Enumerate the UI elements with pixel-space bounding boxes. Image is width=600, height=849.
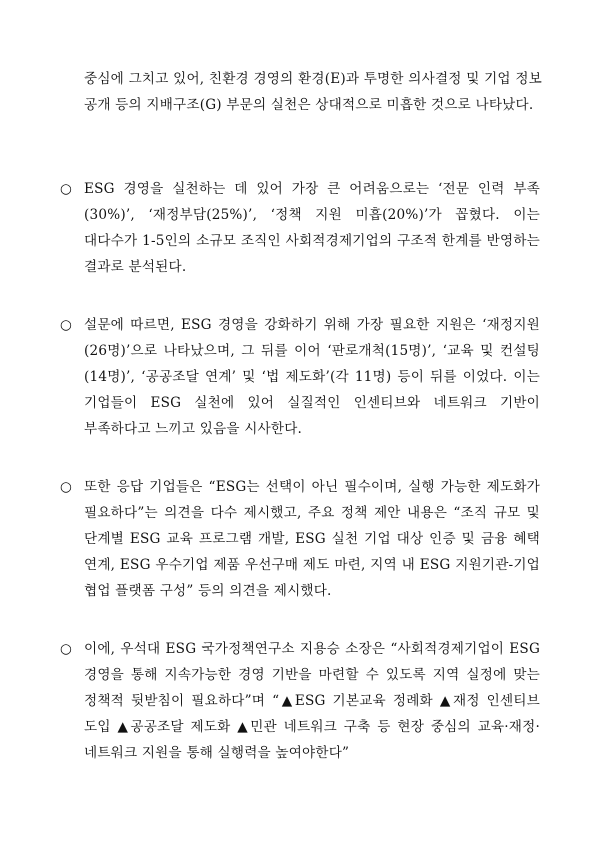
circle-bullet-icon: ○ [60, 317, 73, 333]
bullet-paragraph [60, 474, 540, 604]
bullet-paragraph [60, 636, 540, 766]
circle-bullet-icon: ○ [60, 479, 73, 495]
bullet-text: 또한 응답 기업들은 “ESG는 선택이 아닌 필수이며, 실행 가능한 제도화가 필요하다”는 의견을 다수 제시했고, 주요 정책 제안 내용은 “조직 규모 및 단계별 ESG 교육 프로그램 개발, ESG 실천 기업 대상 인증 및 금융 혜택 연계, ESG 우수기업 제품 우선구매 제도 마련, 지역 내 ESG 지원기관-기업 협업 플랫폼 구성” 등의 의견을 제시했다. [84, 479, 540, 599]
bullet-item [60, 474, 540, 604]
bullet-paragraph [60, 312, 540, 442]
circle-bullet-icon: ○ [60, 181, 73, 197]
circle-bullet-icon: ○ [60, 641, 73, 657]
bullet-text: 설문에 따르면, ESG 경영을 강화하기 위해 가장 필요한 지원은 ‘재정지원(26명)’으로 나타났으며, 그 뒤를 이어 ‘판로개척(15명)’, ‘교육 및 컨설팅(14명)’, ‘공공조달 연계’ 및 ‘법 제도화’(각 11명) 등이 뒤를 이었다. 이는 기업들이 ESG 실천에 있어 실질적인 인센티브와 네트워크 기반이 부족하다고 느끼고 있음을 시사한다. [84, 317, 540, 437]
bullet-text: 이에, 우석대 ESG 국가정책연구소 지용승 소장은 “사회적경제기업이 ESG 경영을 통해 지속가능한 경영 기반을 마련할 수 있도록 지역 실정에 맞는 정책적 뒷받침이 필요하다”며 “▲ESG 기본교육 정례화 ▲재정 인센티브 도입 ▲공공조달 제도화 ▲민관 네트워크 구축 등 현장 중심의 교육·재정·네트워크 지원을 통해 실행력을 높여야한다” [84, 641, 540, 761]
bullet-item [60, 176, 540, 280]
continuation-paragraph: 중심에 그치고 있어, 친환경 경영의 환경(E)과 투명한 의사결정 및 기업 정보 공개 등의 지배구조(G) 부문의 실천은 상대적으로 미흡한 것으로 나타났다. [84, 71, 542, 113]
bullet-item [60, 636, 540, 766]
bullet-item [60, 312, 540, 442]
bullet-paragraph [60, 176, 540, 280]
bullet-text: ESG 경영을 실천하는 데 있어 가장 큰 어려움으로는 ‘전문 인력 부족(30%)’, ‘재정부담(25%)’, ‘정책 지원 미흡(20%)’가 꼽혔다. 이는 대다수가 1-5인의 소규모 조직인 사회적경제기업의 구조적 한계를 반영하는 결과로 분석된다. [84, 181, 540, 275]
